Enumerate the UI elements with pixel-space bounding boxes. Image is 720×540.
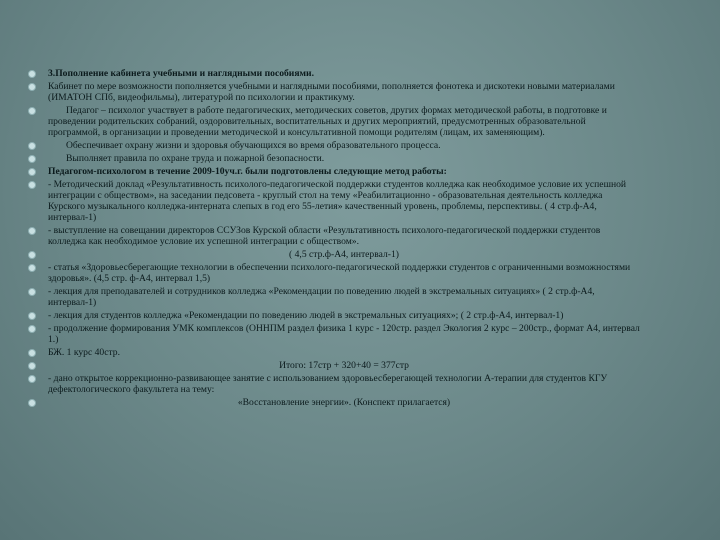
bullet-icon xyxy=(28,312,36,320)
bullet-icon xyxy=(28,181,36,189)
bullet-icon xyxy=(28,142,36,150)
list-item-text: Обеспечивает охрану жизни и здоровья обучающихся во время образовательного процесса. xyxy=(66,140,441,151)
list-item-text: - дано открытое коррекционно-развивающее занятие с использованием здоровьесберегающей технологии А-терапии для студентов КГУ дефектологического факультета на тему: xyxy=(48,373,608,395)
bullet-icon xyxy=(28,264,36,272)
bullet-icon xyxy=(28,107,36,115)
list-item xyxy=(28,310,640,321)
list-item xyxy=(28,323,640,345)
list-item-text: ( 4,5 стр.ф-А4, интервал-1) xyxy=(289,249,399,260)
list-item xyxy=(28,140,640,151)
list-item-text: - продолжение формирования УМК комплексов (ОННПМ раздел физика 1 курс - 120стр. раздел Экология 2 курс – 200стр., формат А4, интервал 1.) xyxy=(48,323,640,345)
list-item xyxy=(28,249,640,260)
list-item xyxy=(28,225,640,247)
list-item xyxy=(28,81,640,103)
list-item-text: 3.Пополнение кабинета учебными и наглядными пособиями. xyxy=(48,68,314,79)
list-item-text: Педагог – психолог участвует в работе педагогических, методических советов, других формах методической работы, в подготовке и проведении родительских собраний, оздоровительных, воспитательных и других мероприятий, предусмотренных образовательной программой, в организации и проведении методической и консультативной помощи родителям (лицам, их заменяющим). xyxy=(48,105,607,138)
list-item xyxy=(28,166,640,177)
list-item xyxy=(28,153,640,164)
list-item xyxy=(28,105,640,138)
bullet-icon xyxy=(28,288,36,296)
bullet-icon xyxy=(28,70,36,78)
list-item xyxy=(28,373,640,395)
list-item-text: Итого: 17стр + 320+40 = 377стр xyxy=(279,360,409,371)
list-item-text: - лекция для преподавателей и сотрудников колледжа «Рекомендации по поведению людей в экстремальных ситуациях» ( 2 стр.ф-А4, интервал-1) xyxy=(48,286,595,308)
list-item-text: - выступление на совещании директоров ССУЗов Курской области «Результативность психолого-педагогической поддержки студентов колледжа как необходимое условие их успешной интеграции с обществом». xyxy=(48,225,601,247)
bullet-icon xyxy=(28,227,36,235)
bullet-icon xyxy=(28,362,36,370)
list-item xyxy=(28,262,640,284)
bullet-icon xyxy=(28,168,36,176)
bullet-icon xyxy=(28,325,36,333)
list-item-text: Педагогом-психологом в течение 2009-10уч.г. были подготовлены следующие метод работы: xyxy=(48,166,447,177)
list-item-text: - лекция для студентов колледжа «Рекомендации по поведению людей в экстремальных ситуациях»; ( 2 стр.ф-А4, интервал-1) xyxy=(48,310,564,321)
list-item-text: БЖ. 1 курс 40стр. xyxy=(48,347,120,358)
bullet-icon xyxy=(28,155,36,163)
list-item xyxy=(28,397,640,408)
bullet-icon xyxy=(28,349,36,357)
bullet-list xyxy=(28,68,640,410)
list-item-text: - Методический доклад «Результативность психолого-педагогической поддержки студентов колледжа как необходимое условие их успешной интеграции с обществом», на заседании педсовета - круглый стол на тему «Реабилитационно - образовательная деятельность колледжа Курского музыкального колледжа-интерната слепых в год его 55-летия» качественный уровень, проблемы, перспективы. ( 4 стр.ф-А4, интервал-1) xyxy=(48,179,627,223)
bullet-icon xyxy=(28,251,36,259)
list-item xyxy=(28,286,640,308)
list-item xyxy=(28,347,640,358)
list-item-text: - статья «Здоровьесберегающие технологии в обеспечении психолого-педагогической поддержки студентов с ограниченными возможностями здоровья». (4,5 стр. ф-А4, интервал 1,5) xyxy=(48,262,631,284)
list-item-text: «Восстановление энергии». (Конспект прилагается) xyxy=(237,397,451,408)
list-item xyxy=(28,68,640,79)
list-item-text: Кабинет по мере возможности пополняется учебными и наглядными пособиями, пополняется фонотека и дискотеки новыми материалами (ИМАТОН СПб, видеофильмы), литературой по психологии и практикуму. xyxy=(48,81,615,103)
list-item xyxy=(28,179,640,223)
bullet-icon xyxy=(28,399,36,407)
list-item-text: Выполняет правила по охране труда и пожарной безопасности. xyxy=(66,153,325,164)
list-item xyxy=(28,360,640,371)
bullet-icon xyxy=(28,375,36,383)
bullet-icon xyxy=(28,83,36,91)
